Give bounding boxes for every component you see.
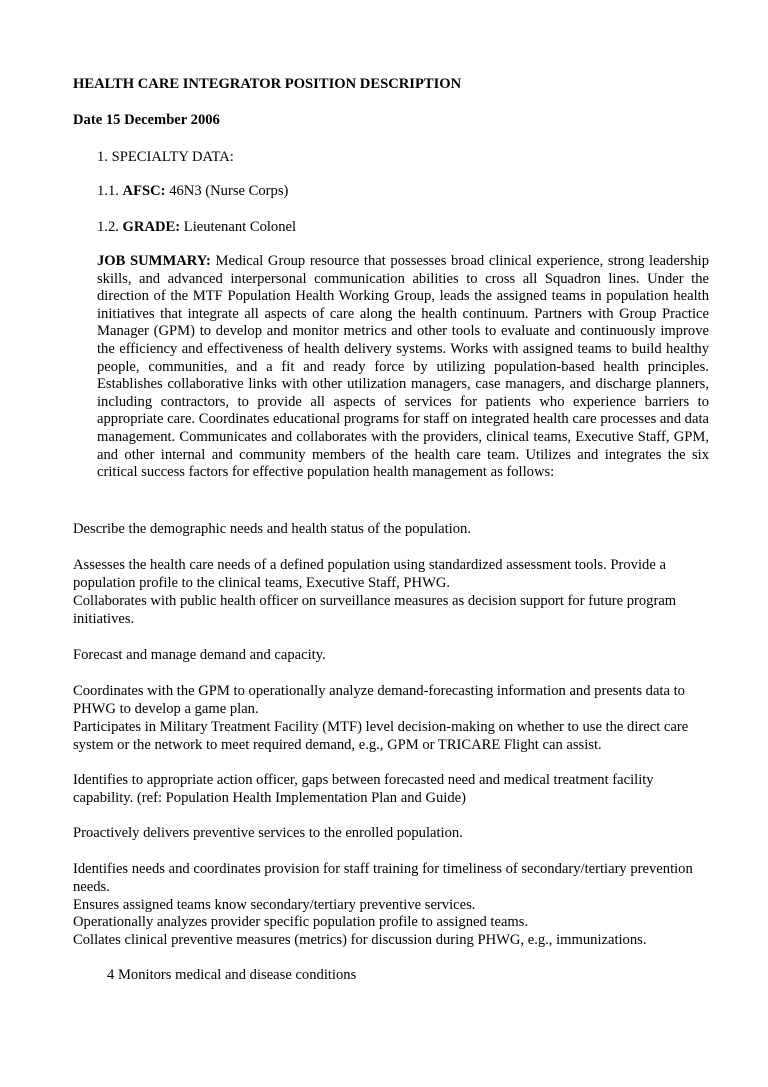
specialty-heading: 1. SPECIALTY DATA: — [97, 149, 234, 165]
section-item: Participates in Military Treatment Facility (MTF) level decision-making on whether to use the direct care system or the network to meet required demand, e.g., GPM or TRICARE Flight can assist. — [73, 719, 689, 753]
afsc-number: 1.1. — [97, 183, 119, 199]
section-heading: Proactively delivers preventive services to the enrolled population. — [73, 825, 463, 841]
afsc-line — [97, 183, 288, 201]
section-item: Collaborates with public health officer on surveillance measures as decision support for future program initiatives. — [73, 593, 677, 627]
afsc-label: AFSC: — [122, 183, 166, 199]
grade-value: Lieutenant Colonel — [183, 219, 297, 235]
final-item: 4 Monitors medical and disease conditions — [107, 967, 357, 983]
grade-line — [97, 219, 296, 237]
grade-label: GRADE: — [122, 219, 181, 235]
document-date: Date 15 December 2006 — [73, 112, 220, 128]
section-heading: Forecast and manage demand and capacity. — [73, 647, 326, 663]
document-title: HEALTH CARE INTEGRATOR POSITION DESCRIPTION — [73, 76, 462, 92]
grade-number: 1.2. — [97, 219, 119, 235]
job-summary-label: JOB SUMMARY: — [97, 253, 211, 269]
job-summary — [97, 253, 709, 482]
section-item: Identifies needs and coordinates provision for staff training for timeliness of secondary/tertiary prevention needs. — [73, 861, 693, 895]
section-item: Ensures assigned teams know secondary/tertiary preventive services. — [73, 897, 476, 913]
section-item: Coordinates with the GPM to operationally analyze demand-forecasting information and presents data to PHWG to develop a game plan. — [73, 683, 685, 717]
section-heading: Describe the demographic needs and health status of the population. — [73, 521, 471, 537]
afsc-value: 46N3 (Nurse Corps) — [169, 183, 289, 199]
section-item: Identifies to appropriate action officer, gaps between forecasted need and medical treatment facility capability. (ref: Population Health Implementation Plan and Guide) — [73, 772, 654, 806]
section-item: Operationally analyzes provider specific population profile to assigned teams. — [73, 914, 529, 930]
job-summary-text: Medical Group resource that possesses broad clinical experience, strong leadership skills, and advanced interpersonal communication abilities to cross all Squadron lines. Under the direction of the MTF Population Health Working Group, leads the assigned teams in population health initiatives that integrate all aspects of care along the health continuum. Partners with Group Practice Manager (GPM) to develop and monitor metrics and other tools to evaluate and continuously improve the efficiency and effectiveness of health delivery systems. Works with assigned teams to build healthy people, communities, and a fit and ready force by utilizing population-based health principles. Establishes collaborative links with other utilization managers, case managers, and discharge planners, including contractors, to provide all aspects of services for patients who experience barriers to appropriate care. Coordinates educational programs for staff on integrated health care processes and data management. Communicates and collaborates with the providers, clinical teams, Executive Staff, GPM, and other internal and community members of the health care team. Utilizes and integrates the six critical success factors for effective population health management as follows: — [97, 253, 709, 481]
section-item: Assesses the health care needs of a defined population using standardized assessment tools. Provide a population profile to the clinical teams, Executive Staff, PHWG. — [73, 557, 666, 591]
section-item: Collates clinical preventive measures (metrics) for discussion during PHWG, e.g., immunizations. — [73, 932, 647, 948]
